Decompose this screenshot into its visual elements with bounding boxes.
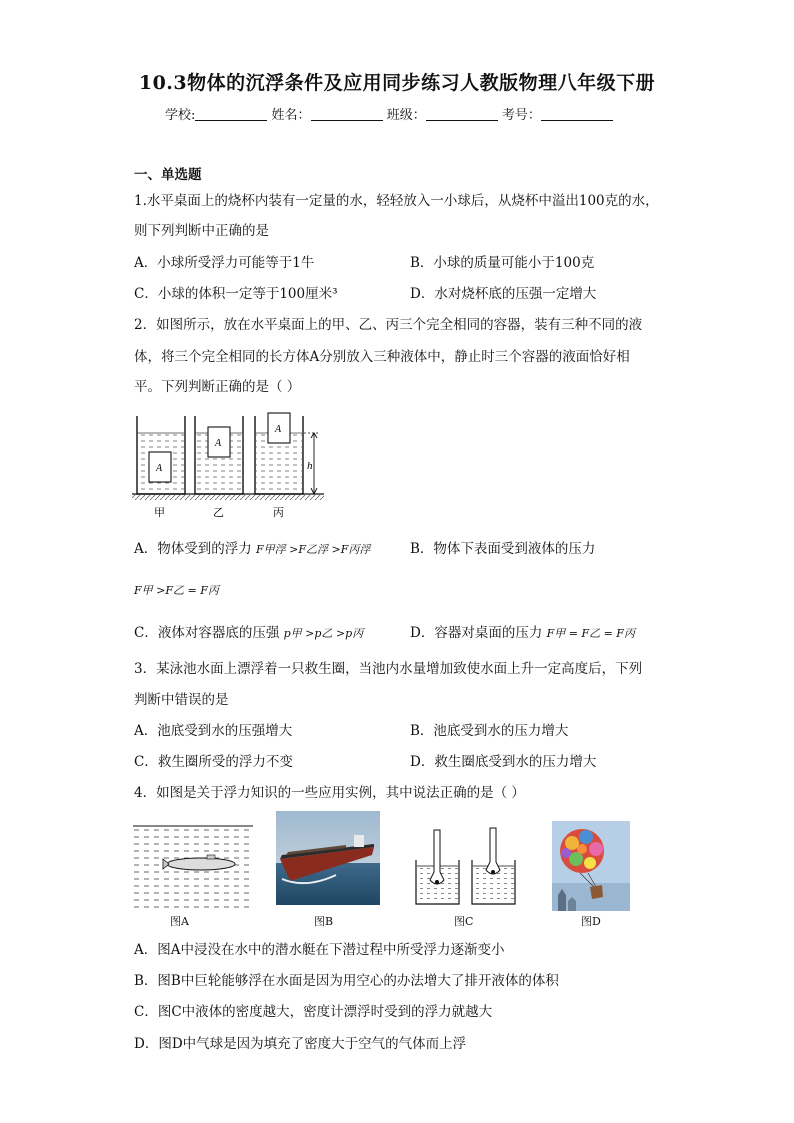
block-label-yi: A	[215, 438, 222, 449]
school-label: 学校:	[165, 108, 196, 123]
q4-stem-line1: 4．如图是关于浮力知识的一些应用实例，其中说法正确的是（ ）	[134, 785, 525, 801]
q2-option-a-text: A．物体受到的浮力	[134, 541, 252, 557]
caption-fig-d: 图D	[581, 915, 601, 928]
q2-option-b[interactable]: B．物体下表面受到液体的压力	[410, 541, 596, 557]
exam-no-blank[interactable]	[541, 107, 613, 121]
caption-fig-c: 图C	[454, 915, 474, 928]
label-bing: 丙	[273, 506, 284, 519]
q3-option-c[interactable]: C．救生圈所受的浮力不变	[134, 754, 293, 770]
fig-b-cargo-ship	[276, 811, 380, 905]
balloon-cluster-icon	[560, 829, 604, 873]
student-info-line	[165, 104, 613, 123]
q4-option-d[interactable]: D．图D中气球是因为填充了密度大于空气的气体而上浮	[134, 1036, 467, 1052]
school-blank[interactable]	[195, 107, 267, 121]
q2-option-a-formula: F甲浮 >F乙浮 >F丙浮	[256, 543, 371, 556]
submarine-icon	[167, 858, 235, 870]
q3-stem-line2: 判断中错误的是	[134, 692, 229, 708]
q2-option-d-text: D．容器对桌面的压力	[410, 625, 543, 641]
q1-option-d[interactable]: D．水对烧杯底的压强一定增大	[410, 286, 597, 302]
q2-option-c-formula: p甲 >p乙 >p丙	[283, 627, 364, 640]
block-label-jia: A	[156, 463, 163, 474]
q2-containers-figure	[132, 408, 328, 520]
caption-fig-b: 图B	[314, 915, 334, 928]
q4-option-b[interactable]: B．图B中巨轮能够浮在水面是因为用空心的办法增大了排开液体的体积	[134, 973, 559, 989]
name-blank[interactable]	[311, 107, 383, 121]
fig-d-balloon	[552, 821, 630, 911]
block-label-bing: A	[275, 424, 282, 435]
fig-a-submarine	[133, 820, 253, 908]
caption-fig-a: 图A	[170, 915, 189, 928]
name-label: 姓名：	[271, 108, 311, 123]
q1-option-c[interactable]: C．小球的体积一定等于100厘米³	[134, 286, 338, 302]
q4-option-c[interactable]: C．图C中液体的密度越大，密度计漂浮时受到的浮力就越大	[134, 1004, 493, 1020]
q2-stem-line3: 平。下列判断正确的是（ ）	[134, 379, 301, 395]
section-heading: 一、单选题	[134, 167, 202, 183]
exam-no-label: 考号：	[501, 108, 541, 123]
class-label: 班级：	[386, 108, 426, 123]
page-title: 10.3物体的沉浮条件及应用同步练习人教版物理八年级下册	[138, 72, 656, 94]
q3-option-a[interactable]: A．池底受到水的压强增大	[134, 723, 293, 739]
q1-option-b[interactable]: B．小球的质量可能小于100克	[410, 255, 595, 271]
q2-stem-line1: 2．如图所示，放在水平桌面上的甲、乙、丙三个完全相同的容器，装有三种不同的液	[134, 317, 643, 333]
q2-stem-line2: 体，将三个完全相同的长方体A分别放入三种液体中，静止时三个容器的液面恰好相	[134, 349, 630, 365]
class-blank[interactable]	[426, 107, 498, 121]
q3-option-b[interactable]: B．池底受到水的压力增大	[410, 723, 569, 739]
label-jia: 甲	[154, 506, 165, 519]
q2-option-c[interactable]	[134, 624, 363, 643]
label-yi: 乙	[213, 506, 224, 519]
q1-option-a[interactable]: A．小球所受浮力可能等于1牛	[134, 255, 315, 271]
hydrometer-right-icon	[486, 828, 500, 874]
q2-option-d-formula: F甲 = F乙 = F丙	[546, 627, 635, 640]
q1-stem-line2: 则下列判断中正确的是	[134, 223, 269, 239]
q2-option-a[interactable]	[134, 540, 370, 559]
q1-stem-line1: 1.水平桌面上的烧杯内装有一定量的水，轻轻放入一小球后，从烧杯中溢出100克的水，	[134, 193, 659, 209]
q3-option-d[interactable]: D．救生圈底受到水的压力增大	[410, 754, 597, 770]
hydrometer-left-icon	[430, 830, 444, 884]
q2-option-d[interactable]	[410, 624, 635, 643]
q2-option-b-formula: F甲 >F乙 = F丙	[134, 584, 219, 597]
house-icon	[590, 885, 603, 899]
q3-stem-line1: 3．某泳池水面上漂浮着一只救生圈，当池内水量增加致使水面上升一定高度后，下列	[134, 661, 643, 677]
fig-c-hydrometers	[412, 826, 520, 906]
q4-option-a[interactable]: A．图A中浸没在水中的潜水艇在下潜过程中所受浮力逐渐变小	[134, 942, 505, 958]
height-label: h	[307, 460, 313, 472]
q2-option-c-text: C．液体对容器底的压强	[134, 625, 280, 641]
